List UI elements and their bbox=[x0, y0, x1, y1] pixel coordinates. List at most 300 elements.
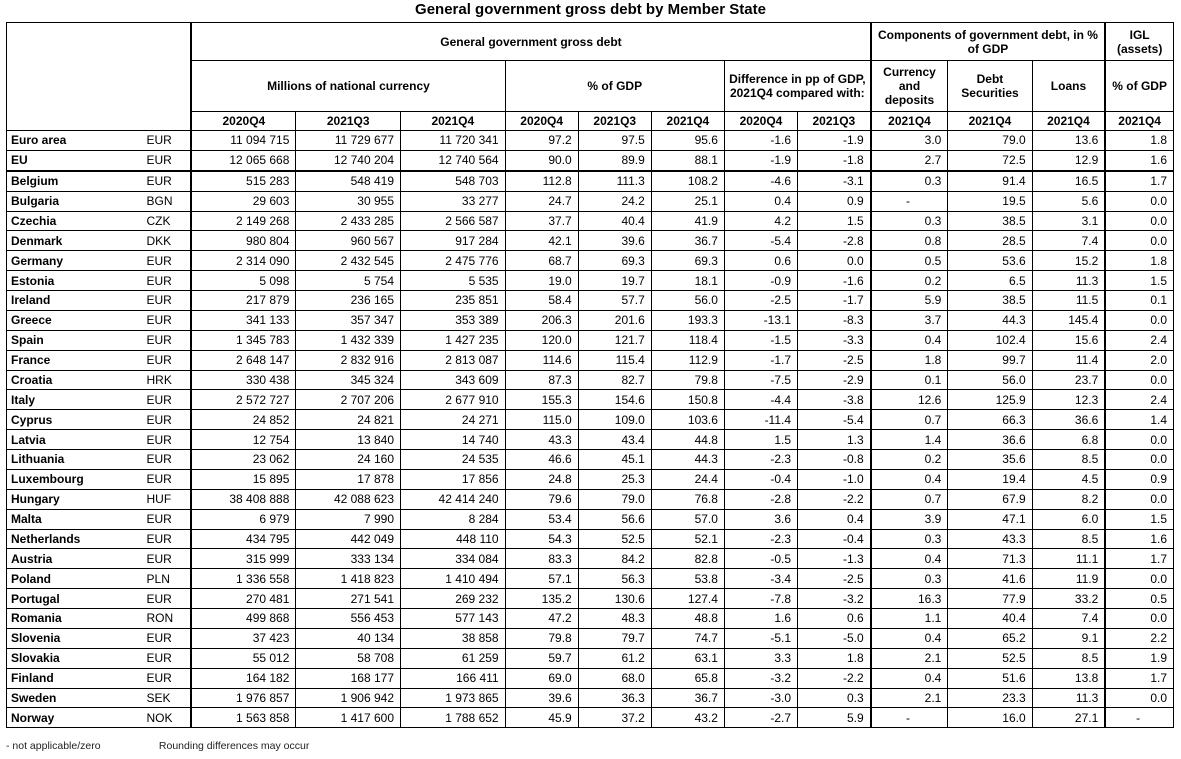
value-cell: 0.1 bbox=[1105, 291, 1173, 311]
value-cell: 3.1 bbox=[1032, 211, 1105, 231]
value-cell: 36.6 bbox=[1032, 410, 1105, 430]
value-cell: 0.8 bbox=[871, 231, 948, 251]
value-cell: 16.0 bbox=[948, 708, 1032, 728]
header-debt-securities: Debt Securities bbox=[948, 61, 1032, 112]
value-cell: 577 143 bbox=[401, 609, 506, 629]
value-cell: 28.5 bbox=[948, 231, 1032, 251]
value-cell: 2 314 090 bbox=[191, 251, 296, 271]
value-cell: 0.5 bbox=[871, 251, 948, 271]
country-cell: Hungary bbox=[7, 489, 139, 509]
value-cell: 17 878 bbox=[296, 469, 401, 489]
value-cell: 145.4 bbox=[1032, 310, 1105, 330]
value-cell: 23 062 bbox=[191, 450, 296, 470]
country-cell: Italy bbox=[7, 390, 139, 410]
value-cell: -0.4 bbox=[724, 469, 797, 489]
value-cell: 11.3 bbox=[1032, 271, 1105, 291]
header-igl: IGL (assets) bbox=[1105, 23, 1173, 61]
value-cell: -13.1 bbox=[724, 310, 797, 330]
country-cell: France bbox=[7, 350, 139, 370]
value-cell: -2.2 bbox=[798, 489, 871, 509]
value-cell: 0.0 bbox=[1105, 688, 1173, 708]
value-cell: 112.8 bbox=[505, 171, 578, 191]
value-cell: 1.8 bbox=[1105, 251, 1173, 271]
value-cell: 56.0 bbox=[651, 291, 724, 311]
value-cell: 82.8 bbox=[651, 549, 724, 569]
value-cell: 6.0 bbox=[1032, 509, 1105, 529]
value-cell: -5.1 bbox=[724, 628, 797, 648]
value-cell: -8.3 bbox=[798, 310, 871, 330]
value-cell: 2.2 bbox=[1105, 628, 1173, 648]
value-cell: 155.3 bbox=[505, 390, 578, 410]
value-cell: 201.6 bbox=[578, 310, 651, 330]
value-cell: 2.4 bbox=[1105, 390, 1173, 410]
currency-cell: EUR bbox=[139, 251, 192, 271]
value-cell: 5 754 bbox=[296, 271, 401, 291]
currency-cell: CZK bbox=[139, 211, 192, 231]
value-cell: 434 795 bbox=[191, 529, 296, 549]
value-cell: 8.5 bbox=[1032, 529, 1105, 549]
table-row bbox=[7, 350, 1174, 370]
value-cell: 88.1 bbox=[651, 150, 724, 170]
value-cell: 55 012 bbox=[191, 648, 296, 668]
value-cell: -3.8 bbox=[798, 390, 871, 410]
value-cell: 1.8 bbox=[871, 350, 948, 370]
currency-cell: EUR bbox=[139, 291, 192, 311]
value-cell: 12 065 668 bbox=[191, 150, 296, 170]
value-cell: 115.4 bbox=[578, 350, 651, 370]
value-cell: 29 603 bbox=[191, 191, 296, 211]
value-cell: -5.0 bbox=[798, 628, 871, 648]
value-cell: 23.3 bbox=[948, 688, 1032, 708]
table-row bbox=[7, 549, 1174, 569]
period-header-cell: 2020Q4 bbox=[724, 112, 797, 131]
table-row bbox=[7, 390, 1174, 410]
value-cell: 1.7 bbox=[1105, 171, 1173, 191]
country-cell: Sweden bbox=[7, 688, 139, 708]
value-cell: 37.7 bbox=[505, 211, 578, 231]
table-row bbox=[7, 529, 1174, 549]
value-cell: 83.3 bbox=[505, 549, 578, 569]
header-currency-deposits: Currency and deposits bbox=[871, 61, 948, 112]
value-cell: 6.5 bbox=[948, 271, 1032, 291]
value-cell: -2.9 bbox=[798, 370, 871, 390]
value-cell: 2 648 147 bbox=[191, 350, 296, 370]
value-cell: -1.6 bbox=[798, 271, 871, 291]
country-cell: EU bbox=[7, 150, 139, 170]
value-cell: 12 740 204 bbox=[296, 150, 401, 170]
value-cell: 269 232 bbox=[401, 589, 506, 609]
value-cell: 36.7 bbox=[651, 688, 724, 708]
value-cell: 91.4 bbox=[948, 171, 1032, 191]
value-cell: 7 990 bbox=[296, 509, 401, 529]
value-cell: 1 906 942 bbox=[296, 688, 401, 708]
currency-cell: EUR bbox=[139, 450, 192, 470]
value-cell: -2.7 bbox=[724, 708, 797, 728]
value-cell: 5 098 bbox=[191, 271, 296, 291]
value-cell: 102.4 bbox=[948, 330, 1032, 350]
value-cell: 57.1 bbox=[505, 569, 578, 589]
value-cell: 79.0 bbox=[578, 489, 651, 509]
value-cell: -5.4 bbox=[724, 231, 797, 251]
country-cell: Estonia bbox=[7, 271, 139, 291]
currency-cell: EUR bbox=[139, 271, 192, 291]
value-cell: 1.5 bbox=[798, 211, 871, 231]
table-row bbox=[7, 291, 1174, 311]
value-cell: 76.8 bbox=[651, 489, 724, 509]
value-cell: -0.5 bbox=[724, 549, 797, 569]
value-cell: 0.2 bbox=[871, 450, 948, 470]
value-cell: 1.3 bbox=[798, 430, 871, 450]
currency-cell: RON bbox=[139, 609, 192, 629]
value-cell: 84.2 bbox=[578, 549, 651, 569]
value-cell: 1.4 bbox=[871, 430, 948, 450]
country-cell: Denmark bbox=[7, 231, 139, 251]
value-cell: 2 677 910 bbox=[401, 390, 506, 410]
country-cell: Lithuania bbox=[7, 450, 139, 470]
currency-cell: EUR bbox=[139, 648, 192, 668]
value-cell: 36.3 bbox=[578, 688, 651, 708]
period-header-cell: 2021Q4 bbox=[871, 112, 948, 131]
value-cell: 1.4 bbox=[1105, 410, 1173, 430]
value-cell: 15 895 bbox=[191, 469, 296, 489]
value-cell: 168 177 bbox=[296, 668, 401, 688]
value-cell: 19.7 bbox=[578, 271, 651, 291]
table-row bbox=[7, 569, 1174, 589]
currency-cell: DKK bbox=[139, 231, 192, 251]
value-cell: 0.2 bbox=[871, 271, 948, 291]
footnote-not-applicable: - not applicable/zero bbox=[6, 740, 101, 752]
value-cell: 16.5 bbox=[1032, 171, 1105, 191]
value-cell: 0.0 bbox=[1105, 489, 1173, 509]
value-cell: 448 110 bbox=[401, 529, 506, 549]
value-cell: 980 804 bbox=[191, 231, 296, 251]
value-cell: 353 389 bbox=[401, 310, 506, 330]
value-cell: 0.7 bbox=[871, 410, 948, 430]
value-cell: 19.5 bbox=[948, 191, 1032, 211]
currency-cell: EUR bbox=[139, 469, 192, 489]
value-cell: 13 840 bbox=[296, 430, 401, 450]
value-cell: 330 438 bbox=[191, 370, 296, 390]
value-cell: 5.9 bbox=[798, 708, 871, 728]
value-cell: - bbox=[871, 708, 948, 728]
value-cell: 1.6 bbox=[1105, 529, 1173, 549]
currency-cell: EUR bbox=[139, 310, 192, 330]
value-cell: 79.6 bbox=[505, 489, 578, 509]
value-cell: 0.9 bbox=[1105, 469, 1173, 489]
value-cell: 13.8 bbox=[1032, 668, 1105, 688]
value-cell: 63.1 bbox=[651, 648, 724, 668]
value-cell: 357 347 bbox=[296, 310, 401, 330]
header-igl-pct-gdp: % of GDP bbox=[1105, 61, 1173, 112]
value-cell: 5.6 bbox=[1032, 191, 1105, 211]
value-cell: 12.9 bbox=[1032, 150, 1105, 170]
header-components: Components of government debt, in % of GDP bbox=[871, 23, 1106, 61]
value-cell: 3.6 bbox=[724, 509, 797, 529]
value-cell: -2.8 bbox=[724, 489, 797, 509]
value-cell: 15.6 bbox=[1032, 330, 1105, 350]
value-cell: -3.2 bbox=[724, 668, 797, 688]
value-cell: 97.2 bbox=[505, 131, 578, 151]
value-cell: 61 259 bbox=[401, 648, 506, 668]
value-cell: 0.0 bbox=[1105, 430, 1173, 450]
value-cell: 0.0 bbox=[1105, 310, 1173, 330]
value-cell: 0.4 bbox=[871, 330, 948, 350]
value-cell: 43.3 bbox=[505, 430, 578, 450]
period-header-cell: 2021Q4 bbox=[651, 112, 724, 131]
value-cell: 45.1 bbox=[578, 450, 651, 470]
value-cell: 0.1 bbox=[871, 370, 948, 390]
country-cell: Euro area bbox=[7, 131, 139, 151]
table-row bbox=[7, 271, 1174, 291]
value-cell: 0.4 bbox=[871, 549, 948, 569]
country-cell: Cyprus bbox=[7, 410, 139, 430]
value-cell: -3.0 bbox=[724, 688, 797, 708]
value-cell: 54.3 bbox=[505, 529, 578, 549]
value-cell: 8.2 bbox=[1032, 489, 1105, 509]
country-cell: Greece bbox=[7, 310, 139, 330]
value-cell: 12.3 bbox=[1032, 390, 1105, 410]
value-cell: 41.9 bbox=[651, 211, 724, 231]
value-cell: 38 408 888 bbox=[191, 489, 296, 509]
table-row bbox=[7, 430, 1174, 450]
value-cell: 1.5 bbox=[1105, 509, 1173, 529]
table-row bbox=[7, 191, 1174, 211]
value-cell: 42 414 240 bbox=[401, 489, 506, 509]
value-cell: 39.6 bbox=[505, 688, 578, 708]
country-cell: Croatia bbox=[7, 370, 139, 390]
value-cell: 42 088 623 bbox=[296, 489, 401, 509]
value-cell: 79.8 bbox=[651, 370, 724, 390]
currency-cell: PLN bbox=[139, 569, 192, 589]
value-cell: 97.5 bbox=[578, 131, 651, 151]
value-cell: 115.0 bbox=[505, 410, 578, 430]
value-cell: 18.1 bbox=[651, 271, 724, 291]
currency-cell: EUR bbox=[139, 390, 192, 410]
value-cell: 69.3 bbox=[578, 251, 651, 271]
value-cell: 112.9 bbox=[651, 350, 724, 370]
value-cell: 66.3 bbox=[948, 410, 1032, 430]
value-cell: 1 432 339 bbox=[296, 330, 401, 350]
table-header bbox=[7, 23, 1174, 131]
value-cell: 7.4 bbox=[1032, 609, 1105, 629]
value-cell: 0.5 bbox=[1105, 589, 1173, 609]
header-gross-debt: General government gross debt bbox=[191, 23, 870, 61]
table-row bbox=[7, 310, 1174, 330]
value-cell: 3.3 bbox=[724, 648, 797, 668]
value-cell: 39.6 bbox=[578, 231, 651, 251]
value-cell: 9.1 bbox=[1032, 628, 1105, 648]
value-cell: 99.7 bbox=[948, 350, 1032, 370]
value-cell: 0.0 bbox=[1105, 450, 1173, 470]
value-cell: 87.3 bbox=[505, 370, 578, 390]
value-cell: 77.9 bbox=[948, 589, 1032, 609]
value-cell: 270 481 bbox=[191, 589, 296, 609]
value-cell: -7.5 bbox=[724, 370, 797, 390]
value-cell: 69.3 bbox=[651, 251, 724, 271]
country-cell: Netherlands bbox=[7, 529, 139, 549]
value-cell: 45.9 bbox=[505, 708, 578, 728]
table-row bbox=[7, 708, 1174, 728]
value-cell: 44.3 bbox=[651, 450, 724, 470]
footnote-rounding: Rounding differences may occur bbox=[158, 740, 310, 752]
value-cell: 72.5 bbox=[948, 150, 1032, 170]
value-cell: 40.4 bbox=[948, 609, 1032, 629]
country-cell: Belgium bbox=[7, 171, 139, 191]
value-cell: 56.6 bbox=[578, 509, 651, 529]
currency-cell: EUR bbox=[139, 549, 192, 569]
value-cell: 548 703 bbox=[401, 171, 506, 191]
value-cell: 1 410 494 bbox=[401, 569, 506, 589]
value-cell: 43.4 bbox=[578, 430, 651, 450]
value-cell: 1.7 bbox=[1105, 549, 1173, 569]
value-cell: 499 868 bbox=[191, 609, 296, 629]
value-cell: 515 283 bbox=[191, 171, 296, 191]
period-header-cell: 2021Q4 bbox=[948, 112, 1032, 131]
country-cell: Portugal bbox=[7, 589, 139, 609]
value-cell: -1.5 bbox=[724, 330, 797, 350]
value-cell: 1.6 bbox=[1105, 150, 1173, 170]
table-row bbox=[7, 450, 1174, 470]
value-cell: 0.3 bbox=[871, 211, 948, 231]
value-cell: 206.3 bbox=[505, 310, 578, 330]
value-cell: 1 788 652 bbox=[401, 708, 506, 728]
value-cell: -2.5 bbox=[798, 569, 871, 589]
value-cell: 52.5 bbox=[948, 648, 1032, 668]
currency-cell: EUR bbox=[139, 430, 192, 450]
value-cell: 0.6 bbox=[724, 251, 797, 271]
value-cell: 3.7 bbox=[871, 310, 948, 330]
value-cell: 11.9 bbox=[1032, 569, 1105, 589]
value-cell: -2.2 bbox=[798, 668, 871, 688]
value-cell: 12 740 564 bbox=[401, 150, 506, 170]
value-cell: 0.0 bbox=[798, 251, 871, 271]
value-cell: 2 432 545 bbox=[296, 251, 401, 271]
value-cell: 130.6 bbox=[578, 589, 651, 609]
table-row bbox=[7, 251, 1174, 271]
value-cell: 164 182 bbox=[191, 668, 296, 688]
value-cell: 103.6 bbox=[651, 410, 724, 430]
country-cell: Latvia bbox=[7, 430, 139, 450]
value-cell: 24.8 bbox=[505, 469, 578, 489]
value-cell: 2 566 587 bbox=[401, 211, 506, 231]
value-cell: 35.6 bbox=[948, 450, 1032, 470]
value-cell: 154.6 bbox=[578, 390, 651, 410]
value-cell: 13.6 bbox=[1032, 131, 1105, 151]
table-row bbox=[7, 469, 1174, 489]
value-cell: 89.9 bbox=[578, 150, 651, 170]
value-cell: 1 976 857 bbox=[191, 688, 296, 708]
value-cell: 16.3 bbox=[871, 589, 948, 609]
value-cell: 33 277 bbox=[401, 191, 506, 211]
value-cell: 5 535 bbox=[401, 271, 506, 291]
value-cell: 11.5 bbox=[1032, 291, 1105, 311]
value-cell: 7.4 bbox=[1032, 231, 1105, 251]
value-cell: 0.4 bbox=[871, 628, 948, 648]
value-cell: 1.1 bbox=[871, 609, 948, 629]
country-cell: Austria bbox=[7, 549, 139, 569]
value-cell: 0.0 bbox=[1105, 231, 1173, 251]
value-cell: 135.2 bbox=[505, 589, 578, 609]
country-cell: Luxembourg bbox=[7, 469, 139, 489]
value-cell: 44.3 bbox=[948, 310, 1032, 330]
value-cell: 0.0 bbox=[1105, 370, 1173, 390]
value-cell: 109.0 bbox=[578, 410, 651, 430]
value-cell: 1 417 600 bbox=[296, 708, 401, 728]
value-cell: 0.4 bbox=[798, 509, 871, 529]
value-cell: -0.8 bbox=[798, 450, 871, 470]
currency-cell: NOK bbox=[139, 708, 192, 728]
currency-cell: EUR bbox=[139, 668, 192, 688]
value-cell: -2.5 bbox=[724, 291, 797, 311]
country-cell: Ireland bbox=[7, 291, 139, 311]
value-cell: 37.2 bbox=[578, 708, 651, 728]
table-row bbox=[7, 211, 1174, 231]
table-row bbox=[7, 509, 1174, 529]
value-cell: 33.2 bbox=[1032, 589, 1105, 609]
value-cell: 1 336 558 bbox=[191, 569, 296, 589]
header-pct-gdp: % of GDP bbox=[505, 61, 724, 112]
value-cell: 120.0 bbox=[505, 330, 578, 350]
value-cell: 40.4 bbox=[578, 211, 651, 231]
value-cell: -5.4 bbox=[798, 410, 871, 430]
value-cell: 1.5 bbox=[724, 430, 797, 450]
value-cell: 24 852 bbox=[191, 410, 296, 430]
value-cell: 11 094 715 bbox=[191, 131, 296, 151]
value-cell: 44.8 bbox=[651, 430, 724, 450]
value-cell: 11.1 bbox=[1032, 549, 1105, 569]
value-cell: -2.8 bbox=[798, 231, 871, 251]
debt-table bbox=[6, 22, 1174, 728]
value-cell: 24.2 bbox=[578, 191, 651, 211]
value-cell: -4.4 bbox=[724, 390, 797, 410]
value-cell: -1.8 bbox=[798, 150, 871, 170]
value-cell: 442 049 bbox=[296, 529, 401, 549]
value-cell: 11.4 bbox=[1032, 350, 1105, 370]
value-cell: 114.6 bbox=[505, 350, 578, 370]
value-cell: 111.3 bbox=[578, 171, 651, 191]
value-cell: 79.8 bbox=[505, 628, 578, 648]
value-cell: 42.1 bbox=[505, 231, 578, 251]
value-cell: 2.4 bbox=[1105, 330, 1173, 350]
value-cell: 2.0 bbox=[1105, 350, 1173, 370]
value-cell: 236 165 bbox=[296, 291, 401, 311]
corner-cell bbox=[7, 23, 192, 131]
value-cell: 47.1 bbox=[948, 509, 1032, 529]
period-header-cell: 2021Q3 bbox=[296, 112, 401, 131]
value-cell: 65.2 bbox=[948, 628, 1032, 648]
value-cell: -0.9 bbox=[724, 271, 797, 291]
value-cell: 38.5 bbox=[948, 291, 1032, 311]
value-cell: 15.2 bbox=[1032, 251, 1105, 271]
value-cell: 14 740 bbox=[401, 430, 506, 450]
value-cell: -0.4 bbox=[798, 529, 871, 549]
value-cell: 0.0 bbox=[1105, 609, 1173, 629]
value-cell: 37 423 bbox=[191, 628, 296, 648]
value-cell: 47.2 bbox=[505, 609, 578, 629]
value-cell: 38 858 bbox=[401, 628, 506, 648]
value-cell: 27.1 bbox=[1032, 708, 1105, 728]
page-title: General government gross debt by Member State bbox=[415, 1, 766, 18]
value-cell: -3.3 bbox=[798, 330, 871, 350]
country-cell: Malta bbox=[7, 509, 139, 529]
value-cell: 58 708 bbox=[296, 648, 401, 668]
value-cell: 25.3 bbox=[578, 469, 651, 489]
value-cell: 121.7 bbox=[578, 330, 651, 350]
value-cell: 0.0 bbox=[1105, 569, 1173, 589]
value-cell: 79.0 bbox=[948, 131, 1032, 151]
value-cell: 2 813 087 bbox=[401, 350, 506, 370]
table-row bbox=[7, 370, 1174, 390]
